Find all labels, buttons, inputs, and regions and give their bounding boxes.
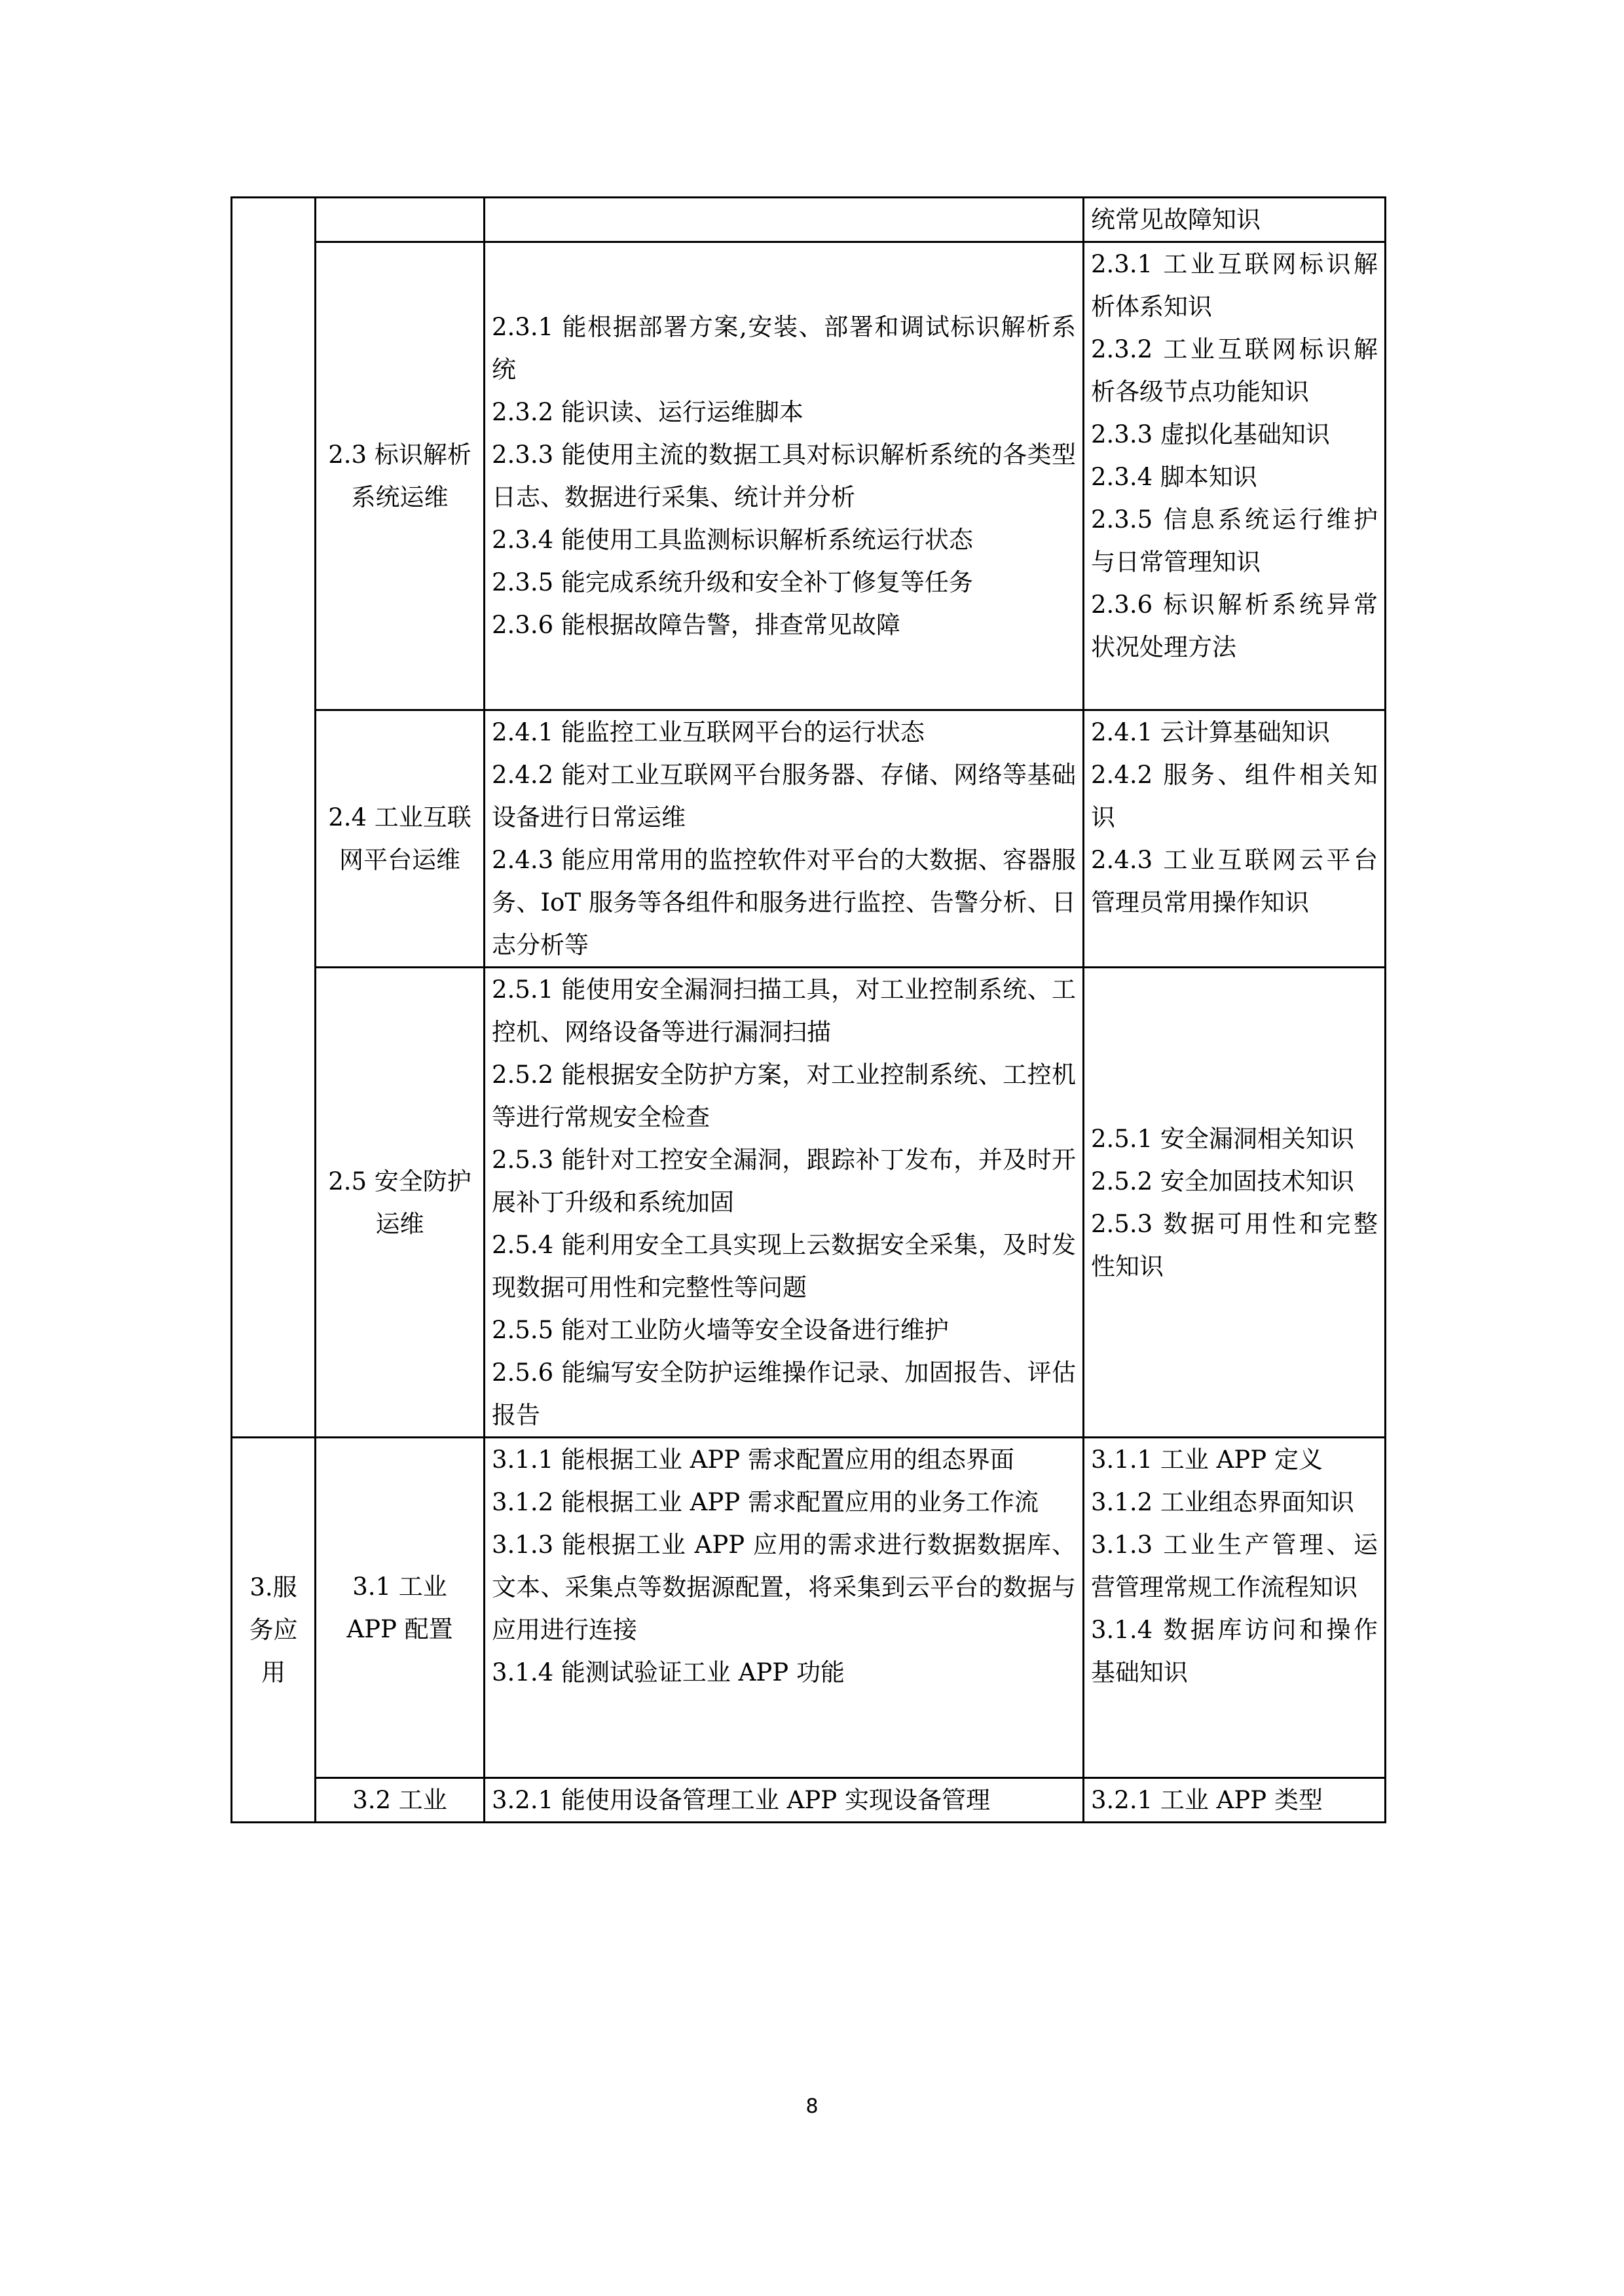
knowledge-line: 2.3.2 工业互联网标识解析各级节点功能知识 (1091, 335, 1378, 406)
skills-table (231, 196, 1386, 1823)
table-row (232, 710, 1386, 968)
knowledge-line: 2.3.6 标识解析系统异常状况处理方法 (1091, 591, 1378, 661)
skills-cell (485, 1438, 1084, 1778)
skill-line: 2.3.3 能使用主流的数据工具对标识解析系统的各类型日志、数据进行采集、统计并分析 (492, 441, 1076, 511)
skill-line: 2.5.6 能编写安全防护运维操作记录、加固报告、评估报告 (492, 1358, 1076, 1429)
skill-line: 2.3.4 能使用工具监测标识解析系统运行状态 (492, 526, 973, 554)
skill-line: 2.5.2 能根据安全防护方案，对工业控制系统、工控机等进行常规安全检查 (492, 1061, 1076, 1131)
knowledge-line: 2.3.4 脚本知识 (1091, 463, 1257, 491)
table-row (232, 1778, 1386, 1823)
skill-line: 2.3.1 能根据部署方案,安装、部署和调试标识解析系统 (492, 313, 1076, 384)
task-label: 2.3 标识解析系统运维 (328, 441, 471, 511)
table-row (232, 242, 1386, 710)
task-cell (316, 968, 485, 1438)
skills-cell (485, 242, 1084, 710)
knowledge-cell (1084, 198, 1386, 242)
skill-line: 2.5.5 能对工业防火墙等安全设备进行维护 (492, 1316, 949, 1344)
table-row (232, 968, 1386, 1438)
task-cell (316, 1778, 485, 1823)
task-cell (316, 242, 485, 710)
task-cell (316, 198, 485, 242)
knowledge-cell (1084, 968, 1386, 1438)
skill-line: 2.4.1 能监控工业互联网平台的运行状态 (492, 718, 925, 746)
skill-line: 3.1.2 能根据工业 APP 需求配置应用的业务工作流 (492, 1488, 1039, 1516)
task-cell (316, 1438, 485, 1778)
skill-line: 2.5.3 能针对工控安全漏洞，跟踪补丁发布，并及时开展补丁升级和系统加固 (492, 1146, 1076, 1216)
section-3-cell (232, 1438, 316, 1823)
skills-cell (485, 1778, 1084, 1823)
skills-cell (485, 968, 1084, 1438)
skill-line: 2.3.6 能根据故障告警，排查常见故障 (492, 611, 900, 639)
section-2-cell (232, 198, 316, 1438)
task-label: 3.1 工业APP 配置 (346, 1572, 453, 1643)
skills-cell (485, 198, 1084, 242)
skill-line: 2.4.3 能应用常用的监控软件对平台的大数据、容器服务、IoT 服务等各组件和服务进行监控、告警分析、日志分析等 (492, 846, 1076, 959)
skill-line: 2.5.4 能利用安全工具实现上云数据安全采集，及时发现数据可用性和完整性等问题 (492, 1231, 1076, 1302)
task-label: 2.5 安全防护运维 (328, 1167, 471, 1238)
knowledge-line: 2.3.3 虚拟化基础知识 (1091, 420, 1330, 448)
knowledge-line: 2.5.2 安全加固技术知识 (1091, 1167, 1354, 1195)
knowledge-cell (1084, 710, 1386, 968)
knowledge-line: 3.1.1 工业 APP 定义 (1091, 1446, 1323, 1474)
knowledge-line: 2.4.2 服务、组件相关知识 (1091, 761, 1378, 831)
knowledge-line: 3.1.2 工业组态界面知识 (1091, 1488, 1354, 1516)
page-number: 8 (805, 2095, 819, 2118)
skill-line: 2.5.1 能使用安全漏洞扫描工具，对工业控制系统、工控机、网络设备等进行漏洞扫描 (492, 975, 1076, 1046)
skill-line: 3.2.1 能使用设备管理工业 APP 实现设备管理 (492, 1786, 990, 1814)
table-row (232, 1438, 1386, 1778)
task-label: 2.4 工业互联网平台运维 (328, 803, 471, 874)
task-cell (316, 710, 485, 968)
knowledge-line: 2.3.1 工业互联网标识解析体系知识 (1091, 250, 1378, 321)
skill-line: 3.1.1 能根据工业 APP 需求配置应用的组态界面 (492, 1446, 1014, 1474)
knowledge-line: 2.5.1 安全漏洞相关知识 (1091, 1124, 1354, 1153)
task-label: 3.2 工业 (352, 1786, 447, 1814)
knowledge-line: 3.1.4 数据库访问和操作基础知识 (1091, 1616, 1378, 1686)
knowledge-line: 3.2.1 工业 APP 类型 (1091, 1786, 1323, 1814)
section-label: 3.服务应用 (249, 1573, 298, 1686)
skill-line: 2.3.5 能完成系统升级和安全补丁修复等任务 (492, 568, 973, 596)
knowledge-cell (1084, 1778, 1386, 1823)
table-row (232, 198, 1386, 242)
knowledge-line: 2.4.1 云计算基础知识 (1091, 718, 1330, 746)
knowledge-line: 2.4.3 工业互联网云平台管理员常用操作知识 (1091, 846, 1378, 917)
knowledge-cell (1084, 242, 1386, 710)
skills-cell (485, 710, 1084, 968)
knowledge-cell (1084, 1438, 1386, 1778)
knowledge-line: 3.1.3 工业生产管理、运营管理常规工作流程知识 (1091, 1531, 1378, 1601)
skill-line: 3.1.3 能根据工业 APP 应用的需求进行数据数据库、文本、采集点等数据源配置，将采集到云平台的数据与应用进行连接 (492, 1531, 1076, 1644)
knowledge-line: 统常见故障知识 (1091, 206, 1261, 234)
skill-line: 3.1.4 能测试验证工业 APP 功能 (492, 1658, 845, 1686)
knowledge-line: 2.3.5 信息系统运行维护与日常管理知识 (1091, 505, 1378, 576)
skill-line: 2.4.2 能对工业互联网平台服务器、存储、网络等基础设备进行日常运维 (492, 761, 1076, 831)
skill-line: 2.3.2 能识读、运行运维脚本 (492, 398, 803, 426)
knowledge-line: 2.5.3 数据可用性和完整性知识 (1091, 1209, 1378, 1281)
